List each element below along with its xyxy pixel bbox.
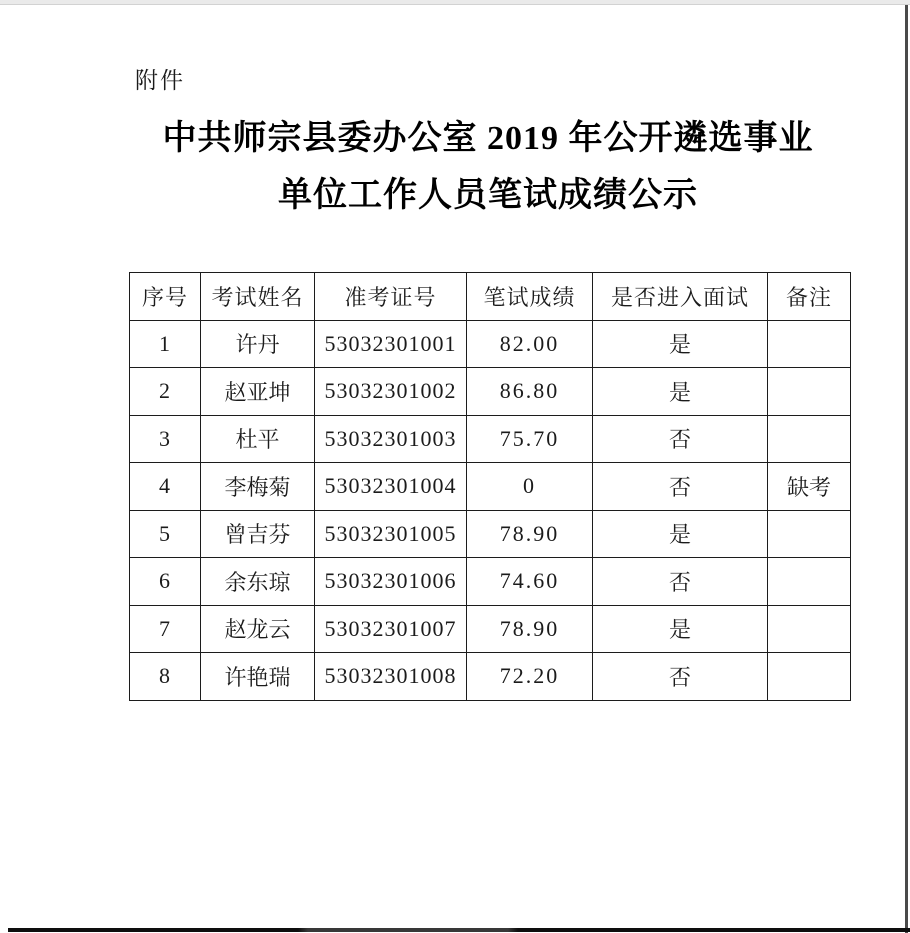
table-cell-score: 0 <box>467 463 593 511</box>
table-cell-interview: 否 <box>593 463 768 511</box>
table-cell-remark <box>768 558 851 606</box>
table-cell-no: 8 <box>130 653 201 701</box>
table-cell-score: 86.80 <box>467 368 593 416</box>
table-cell-no: 6 <box>130 558 201 606</box>
table-cell-ticket: 53032301007 <box>315 605 467 653</box>
table-row <box>130 653 851 701</box>
table-cell-ticket: 53032301008 <box>315 653 467 701</box>
table-cell-name: 许艳瑞 <box>201 653 315 701</box>
table-cell-remark <box>768 320 851 368</box>
results-table <box>129 272 851 701</box>
table-row <box>130 415 851 463</box>
table-cell-remark: 缺考 <box>768 463 851 511</box>
table-cell-ticket: 53032301005 <box>315 510 467 558</box>
document-title-line1: 中共师宗县委办公室 2019 年公开遴选事业 <box>162 120 814 157</box>
table-cell-name: 李梅菊 <box>201 463 315 511</box>
table-row <box>130 605 851 653</box>
table-cell-score: 78.90 <box>467 605 593 653</box>
header-cell: 备注 <box>768 273 851 321</box>
table-cell-interview: 是 <box>593 510 768 558</box>
header-cell: 序号 <box>130 273 201 321</box>
table-cell-no: 4 <box>130 463 201 511</box>
table-cell-ticket: 53032301006 <box>315 558 467 606</box>
table-header-row <box>130 273 851 321</box>
header-cell: 是否进入面试 <box>593 273 768 321</box>
table-cell-interview: 否 <box>593 653 768 701</box>
table-cell-score: 82.00 <box>467 320 593 368</box>
table-cell-score: 74.60 <box>467 558 593 606</box>
table-cell-no: 2 <box>130 368 201 416</box>
header-cell: 考试姓名 <box>201 273 315 321</box>
table-cell-name: 杜平 <box>201 415 315 463</box>
table-cell-interview: 否 <box>593 415 768 463</box>
attachment-label: 附件 <box>135 68 185 93</box>
table-cell-name: 曾吉芬 <box>201 510 315 558</box>
page-top-edge <box>0 0 910 5</box>
table-cell-interview: 是 <box>593 320 768 368</box>
table-cell-no: 1 <box>130 320 201 368</box>
table-cell-interview: 是 <box>593 368 768 416</box>
table-cell-name: 余东琼 <box>201 558 315 606</box>
table-cell-no: 3 <box>130 415 201 463</box>
table-cell-remark <box>768 653 851 701</box>
table-cell-name: 许丹 <box>201 320 315 368</box>
table-cell-ticket: 53032301002 <box>315 368 467 416</box>
table-cell-ticket: 53032301003 <box>315 415 467 463</box>
table-cell-interview: 是 <box>593 605 768 653</box>
table-cell-remark <box>768 510 851 558</box>
table-cell-interview: 否 <box>593 558 768 606</box>
document-title <box>118 110 858 224</box>
page-right-edge <box>905 5 908 933</box>
table-cell-score: 78.90 <box>467 510 593 558</box>
table-cell-no: 7 <box>130 605 201 653</box>
table-cell-remark <box>768 605 851 653</box>
table-cell-name: 赵亚坤 <box>201 368 315 416</box>
table-row <box>130 368 851 416</box>
header-cell: 笔试成绩 <box>467 273 593 321</box>
results-table-body <box>130 320 851 700</box>
header-cell: 准考证号 <box>315 273 467 321</box>
table-row <box>130 510 851 558</box>
table-cell-no: 5 <box>130 510 201 558</box>
page-bottom-edge <box>8 928 910 932</box>
table-row <box>130 320 851 368</box>
table-row <box>130 558 851 606</box>
table-cell-score: 75.70 <box>467 415 593 463</box>
table-cell-ticket: 53032301001 <box>315 320 467 368</box>
table-cell-remark <box>768 415 851 463</box>
document-title-line2: 单位工作人员笔试成绩公示 <box>278 177 698 214</box>
table-cell-score: 72.20 <box>467 653 593 701</box>
table-cell-name: 赵龙云 <box>201 605 315 653</box>
table-cell-remark <box>768 368 851 416</box>
table-cell-ticket: 53032301004 <box>315 463 467 511</box>
table-row <box>130 463 851 511</box>
